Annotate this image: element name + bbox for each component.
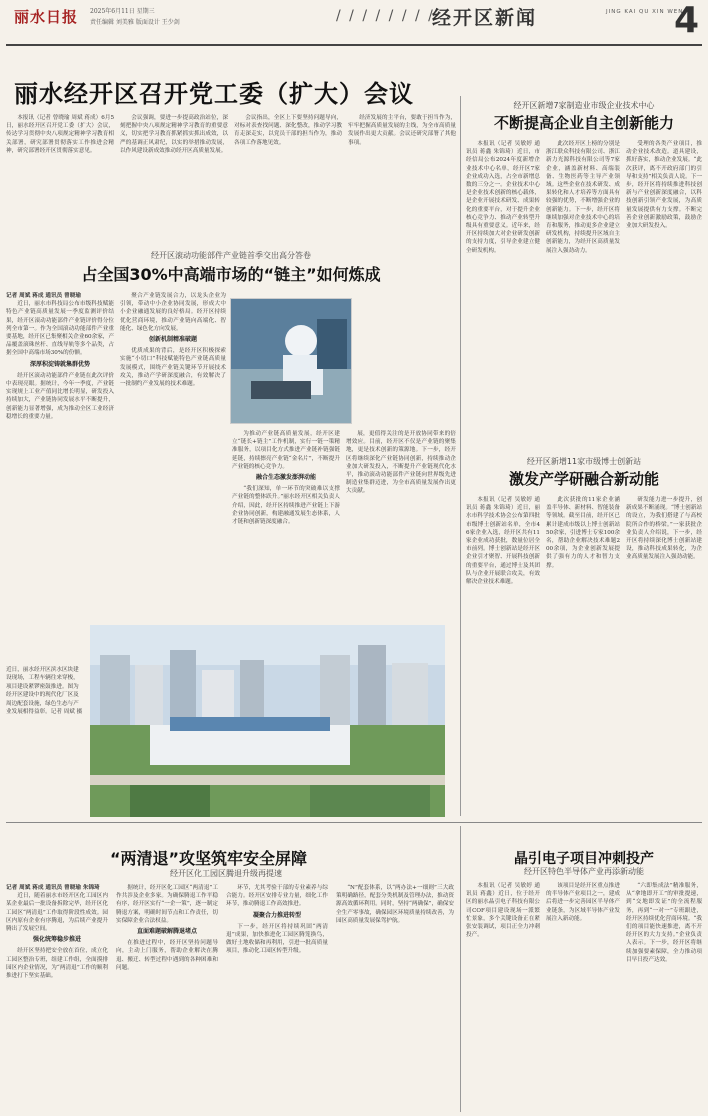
safety-col-1 xyxy=(6,884,108,1110)
innovation-col-2 xyxy=(546,140,620,448)
headline-safety: “两清退”攻坚筑牢安全屏障 xyxy=(110,849,308,868)
subheading: 直面难题破解腾退堵点 xyxy=(136,928,197,936)
paragraph: 本报讯（记者 吴敏婷 通讯员 蒋鑫 朱锦琦）近日，市经信局公布2024年度新增企业技术中心名单，经开区7家企业成功入选，占全市新增总数的三分之一。企业技术中心是企业技术创新的核心载体，是企业开展技术研发、成果转化的重要平台，对于提升企业核心竞争力、推动产业转型升级具有重要意义。近年来，经开区持续加大对企业研发创新的支持力度，引导企业建立健全研发机构。 xyxy=(466,141,540,254)
subheading: 创新机制精准破题 xyxy=(148,336,197,344)
paragraph: “N”配套体系，以“两办法+一细则”三大政策明确路径，配套分类机制及管理办法，推动资源高效循环利用。同时，坚持“两确保”，确保安全生产零事故，确保园区环境质量持续改善，为园区高质量发展保驾护航。 xyxy=(336,885,454,924)
headline-innovation: 不断提高企业自主创新能力 xyxy=(493,114,674,132)
party-meeting-col-4 xyxy=(348,114,456,246)
section-pinyin: JING KAI QU XIN WEN xyxy=(606,9,684,15)
paragraph: 该项目是经开区重点推进的半导体产业项目之一，建成后将进一步完善园区半导体产业链条，为区域半导体产业发展注入新动能。 xyxy=(546,883,620,922)
doctor-col-2 xyxy=(546,496,620,812)
jingyin-kicker: 经开区特色半导体产业再添新动能 xyxy=(524,867,644,876)
chain-kicker: 经开区滚动功能部件产业链首季交出高分答卷 xyxy=(151,251,311,260)
paragraph: 下一步，经开区将持续巩固“两清退”成果，加快推进化工园区腾笼换鸟，做好土地收储和再利用，引进一批高质量项目，推动化工园区转型升级。 xyxy=(226,923,328,955)
chain-col-1 xyxy=(6,292,114,622)
safety-col-3 xyxy=(226,884,328,1110)
party-meeting-col-3 xyxy=(234,114,342,246)
paragraph: 近日，随着丽水市经开区化工园区内某企业最后一批设备拆除完毕，经开区化工园区“两清退”工作取得阶段性成效。园区内原有企业有序腾退，为后续产业提升腾出了发展空间。 xyxy=(6,893,108,933)
party-meeting-col-2 xyxy=(120,114,228,246)
lab-worker-photo xyxy=(230,298,352,424)
column-divider xyxy=(460,826,461,1112)
issue-date: 2025年6月11日 星期三 xyxy=(90,8,155,15)
headline-party-meeting: 丽水经开区召开党工委（扩大）会议 xyxy=(14,80,414,108)
photo-caption: 近日，丽水经开区滨水区块建设现场，工程车辆往来穿梭，项目建设紧锣密鼓推进。图为经开区建设中的现代化厂区及周边配套设施，绿色生态与产业发展相得益彰。记者 周斌 摄 xyxy=(6,667,83,716)
paragraph: 经济发展的主平台，要敢于担当作为，牢牢把握高质量发展的主线，为全市高质量发展作出更大贡献。会议还研究部署了其他事项。 xyxy=(348,115,456,146)
paragraph: 聚合产业链发展合力，以龙头企业为引领，带动中小企业协同发展，形成大中小企业融通发展的良好格局。经开区持续优化营商环境，推动产业链向高端化、智能化、绿色化方向发展。 xyxy=(120,293,226,332)
subheading: 融合生态激发澎湃动能 xyxy=(255,474,316,482)
paragraph: 经开区滚动功能部件产业链在此次评价中表现亮眼。据统计，今年一季度，产业链实现规上工业产值同比增长明显，研发投入持续加大，产业链协同发展水平不断提升，创新能力显著增强，成为推动全区工业经济稳增长的重要力量。 xyxy=(6,372,114,420)
safety-kicker: 经开区化工园区腾退升级再提速 xyxy=(170,869,282,878)
safety-col-4 xyxy=(336,884,454,1110)
paragraph: 受理的各类产业项目，推动企业技术改造。道具建设，抓好落实，推动企业发展。“此次获评，离不开政府部门的引导和支持”相关负责人说。下一步，经开区将持续推进科技创新与产业创新深度融合，以科技创新引领产业发展，为高质量发展提供有力支撑。不断完善企业创新激励政策，鼓励企业加大研发投入。 xyxy=(626,141,702,230)
section-divider xyxy=(6,822,702,823)
chain-col-3 xyxy=(232,430,340,622)
paragraph: “六即集成法”精准服务，从“拿地即开工”的审批提速，到“交地即发证”的全流程服务，再到“一对一”专班跟进，经开区持续优化营商环境。“我们的项目能快速推进，离不开经开区的大力支持。”企业负责人表示。下一步，经开区将继续加强要素保障，全力推动项目早日投产达效。 xyxy=(626,883,702,963)
doctor-col-1 xyxy=(466,496,540,812)
column-divider xyxy=(460,96,461,816)
paragraph: “我们深知，单一环节的突破难以支撑产业链的整体跃升。”丽水经开区相关负责人介绍，因此，经开区持续推进产业链上下游企业协同创新，构建融通发展生态体系，人才链和创新链深度融合。 xyxy=(232,486,340,526)
subheading: 深厚积淀铸就集群优势 xyxy=(29,360,90,368)
decorative-slashes: / / / / / / / / xyxy=(336,8,435,24)
paragraph: 在推进过程中，经开区坚持问题导向，主动上门服务，帮助企业解决在腾退、搬迁、转型过程中遇到的各种困难和问题。 xyxy=(116,940,218,971)
paragraph: 会议强调，要进一步提高政治站位，深刻把握中央八项规定精神学习教育的重要意义，切实把学习教育抓紧抓实抓出成效，以严的基调正风肃纪，以实的举措推动发展，以作风建设新成效推动经开区高质量发展。 xyxy=(120,115,228,154)
paragraph: 此次获批的11家企业涵盖半导体、新材料、智能装备等领域。截至目前，经开区已累计建成市级以上博士创新站50余家，引进博士专家100余名，帮助企业解决技术难题200余项，为企业创新发展提供了强有力的人才和智力支撑。 xyxy=(546,497,620,569)
paragraph: 展，更值得关注的是开放协同带来的倍增效应。目前，经开区不仅是产业链的聚集地，更是技术创新的策源地。下一步，经开区将继续深化产业链协同创新，持续推动企业加大研发投入，不断提升产业链现代化水平，推动滚动功能部件产业链向世界级先进制造业集群迈进，为全市高质量发展作出更大贡献。 xyxy=(346,431,456,495)
paragraph: 此次经开区上榜的分别是浙江联众科技有限公司、浙江新力光源科技有限公司等7家企业，涵盖新材料、高端装备、生物医药等主导产业领域。这些企业在技术研发、成果转化和人才培养等方面具有较强的优势，不断增强企业的创新能力。下一步，经开区将继续加强对企业技术中心的培育和服务，推动更多企业建立研发机构，持续提升区域自主创新能力，为经开区高质量发展注入强劲动力。 xyxy=(546,141,620,254)
doctor-kicker: 经开区新增11家市级博士创新站 xyxy=(526,457,642,466)
jingyin-col-3 xyxy=(626,882,702,1110)
page-number: 4 xyxy=(674,0,700,41)
innovation-col-1 xyxy=(466,140,540,448)
newspaper-logo: 丽水日报 xyxy=(14,8,79,26)
innovation-kicker: 经开区新增7家制造业市级企业技术中心 xyxy=(513,101,655,110)
paragraph: 优质成果的背后，是经开区积极探索实施“小切口”科技赋能特色产业链高质量发展模式，围绕产业链关键环节开展技术攻关，推动产学研深度融合，有效解决了一批制约产业发展的技术难题。 xyxy=(120,348,226,388)
paragraph: 经开区坚持把安全放在首位，成立化工园区整治专班，组建工作组，全面摸排园区内企业情况，为“两清退”工作的顺利推进打下坚实基础。 xyxy=(6,948,108,980)
headline-chain: 占全国30%中高端市场的“链主”如何炼成 xyxy=(81,265,381,284)
paragraph: 本报讯（记者 曾晓瑜 周斌 蒋成）6月5日，丽水经开区召开党工委（扩大）会议，传达学习贯彻中央八项规定精神学习教育相关部署，研究部署贯彻落实工作推进会精神，研究部署经开区贯彻落实意见。 xyxy=(6,115,114,154)
section-title: 经开区新闻 xyxy=(432,7,538,29)
industrial-park-photo xyxy=(90,625,445,817)
paragraph: 环节，尤其考验干部的专业素养与综合能力。经开区安排专业力量，细化工作环节，推动腾退工作高效推进。 xyxy=(226,885,328,908)
safety-col-2 xyxy=(116,884,218,1110)
byline: 记者 周斌 蒋成 通讯员 曾晓瑜 xyxy=(6,293,81,299)
paragraph: 研发能力进一步提升，创新成果不断涌现。“博士创新站的设立，为我们搭建了与高校院所合作的桥梁。”一家获批企业负责人介绍说，下一步，经开区将持续深化博士创新站建设，推动科技成果转化，为企业高质量发展注入强劲动能。 xyxy=(626,497,702,561)
headline-jingyin: 晶引电子项目冲刺投产 xyxy=(514,851,654,867)
jingyin-col-1 xyxy=(466,882,540,1110)
masthead-divider xyxy=(6,44,702,46)
headline-doctor: 激发产学研融合新动能 xyxy=(508,470,659,488)
paragraph: 近日，丽水市科技局公布市级科技赋能特色产业链高质量发展一季度监测评价结果，经开区滚动功能部件产业链评价得分位列全市第一。作为全国滚动功能部件产业重要基地，经开区已集聚相关企业60余家，产品覆盖滚珠丝杆、直线导轨等多个品类，占据全国中高端市场30%的份额。 xyxy=(6,301,114,357)
chain-col-4 xyxy=(346,430,456,622)
paragraph: 本报讯（记者 吴敏婷 通讯员 蒋鑫 朱锦琦）近日，丽水市科学技术协会公布第四批市级博士创新站名单，全市46家企业入选，经开区共有11家企业成功获批，数量位居全市前列。博士创新站是经开区企业引才聚智、开展科技创新的重要平台，通过博士及其团队与企业开展联合攻关，有效解决企业技术难题。 xyxy=(466,497,540,586)
party-meeting-col-1 xyxy=(6,114,114,246)
chain-col-2 xyxy=(120,292,226,622)
paragraph: 为推动产业链高质量发展，经开区建立“链长+链主”工作机制，实行一链一策精准服务，以项目化方式推进产业链补链强链延链，持续擦亮产业链“金名片”，不断提升产业链的核心竞争力。 xyxy=(232,431,340,470)
subheading: 凝聚合力推进转型 xyxy=(252,911,301,919)
jingyin-col-2 xyxy=(546,882,620,1110)
paragraph: 会议指出，全区上下要坚持问题导向，对标对表查找问题、深化整改，推动学习教育走深走实，以党员干部的担当作为，推动各项工作落地见效。 xyxy=(234,115,342,146)
byline: 记者 周斌 蒋成 通讯员 曾晓瑜 朱锦琦 xyxy=(6,885,100,891)
innovation-col-3 xyxy=(626,140,702,448)
subheading: 强化统筹稳步推进 xyxy=(32,936,81,944)
paragraph: 据统计，经开区化工园区“两清退”工作共涉及企业多家。为确保腾退工作平稳有序，经开区实行“一企一策”，逐一制定腾退方案，明确时间节点和工作责任，切实保障企业合法权益。 xyxy=(116,885,218,924)
doctor-col-3 xyxy=(626,496,702,812)
paragraph: 本报讯（记者 吴敏婷 通讯员 蒋鑫）近日，位于经开区的丽水晶引电子科技有限公司COF项目建设现场一派繁忙景象，多个关键设备正在紧张安装调试，项目正全力冲刺投产。 xyxy=(466,883,540,939)
editor-credits: 责任编辑 刘美雅 版面设计 王少剑 xyxy=(90,19,180,26)
